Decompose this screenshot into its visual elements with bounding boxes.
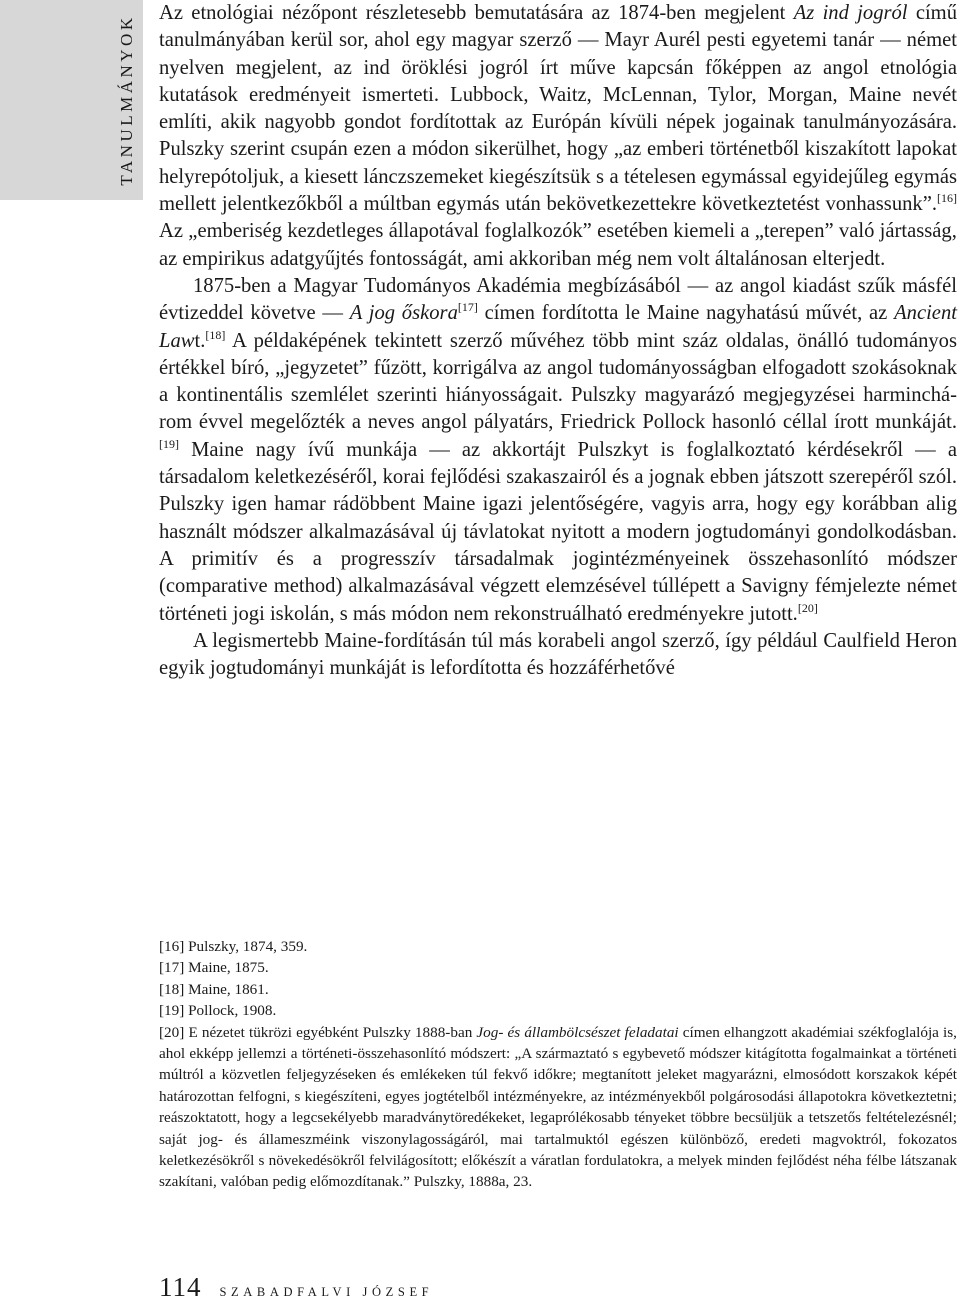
paragraph-2-text: A példaképének tekintett szerző művéhez több mint száz oldalas, önálló tudományos értékkel bíró, „jegyzetet” fűzött, korrigálva az angol tudományosságban elfogadott szokásoknak a kontinentális szemlélet szerinti hiányosságait. Pulszky magyarázó megjegyzései harminchárom évvel megelőzték a neves angol pályatárs, Friedrick Pollock hasonló céllal írott munkáját.	[159, 329, 957, 434]
paragraph-1	[159, 0, 957, 273]
paragraph-3	[159, 628, 957, 683]
work-title-jog-allambolcseszet: Jog- és állambölcsészet feladatai	[476, 1023, 679, 1041]
body-text	[159, 0, 957, 682]
running-author: SZABADFALVI JÓZSEF	[219, 1285, 434, 1299]
footnote-ref-19[interactable]: [19]	[159, 436, 179, 451]
paragraph-2	[159, 273, 957, 628]
footnote-18: [18] Maine, 1861.	[159, 980, 269, 998]
work-title-jog-oskora: A jog őskora	[349, 302, 458, 325]
paragraph-3-text: A legismertebb Maine-fordításán túl más korabeli angol szerző, így például Caulfield Heron egyik jogtudományi munkáját is lefordította és hozzáférhetővé	[159, 629, 957, 680]
footnote-20-text: címen elhangzott akadémiai székfoglalója is, ahol ekképp jellemzi a történeti-összehasonlító módszert: „A származtató s egybevető módszer kitágította fogalmainkat a történeti múltról a közvetlen feljegyzéseken és emlékeken túl fekvő időkre; megtanított jeleket magyarázni, elmosódott korszakok képét határozottan felfogni, s kiegészíteni, egyes jogtételből intézményekre, az intézményekből polgárosodási állapotokra következtetni; reászoktatott, hogy a legcsekélyebb maradványtöredékeket, legaprólékosabb tényeket többre becsüljük a tetszetős feltételezésnél; saját jog- és állameszméink viszonylagosságáról, mai tartalmuktól egészen különböző, eredeti magvoktról, fokozatos keletkezésökről s növekedésökről felvilágosított; előkészít a váratlan fordulatokra, a melyek minden fejlődést néha félbe látszanak szakítani, valóban pedig előmozdítanak.” Pulszky, 1888a, 23.	[159, 1023, 957, 1191]
footnote-20-text: [20] E nézetet tükrözi egyébként Pulszky 1888-ban	[159, 1023, 477, 1041]
paragraph-2-text: 1875-ben a Magyar Tudományos Akadémia megbízásából — az angol kiadást szűk másfél évtizeddel követve —	[159, 274, 957, 325]
paragraph-1-text: Az etnológiai nézőpont részletesebb bemutatására az 1874-ben megjelent	[159, 2, 794, 24]
footnote-ref-18[interactable]: [18]	[205, 327, 226, 342]
paragraph-2-text: Maine nagy ívű munkája — az akkortájt Pulszkyt is foglalkoztató kérdésekről — a társadalom keletkezéséről, korai fejlődési szakaszairól és a jognak ebben játszott szerepéről szól. Pulszky igen hamar rádöbbent Maine igazi jelentőségére, vagyis arra, hogy egy korábban alig használt módszer alkalmazásával új távlatokat nyitott a modern jogtudományi gondolkodásban. A primitív és a progresszív társadalmak jogintézményeinek összehasonlító módszer (comparative method) alkalmazásával végzett elemzésével túllépett a Savigny fémjelezte német történeti jogi iskolán, s más módon nem rekonstruálható eredményekre jutott.	[159, 438, 957, 625]
paragraph-1-text: Az „emberiség kezdetleges állapotával foglalkozók” esetében kiemeli a „terepen” való jártasság, az empirikus adatgyűjtés fontosságát, ami akkoriban még nem volt általánosan elterjedt.	[159, 220, 957, 270]
footnotes	[159, 936, 957, 1193]
footnote-19: [19] Pollock, 1908.	[159, 1002, 277, 1020]
footnote-ref-16[interactable]: [16]	[937, 191, 957, 206]
footnote-ref-17[interactable]: [17]	[457, 300, 478, 315]
paragraph-2-text: t.	[194, 329, 206, 352]
work-title-ancient-law: Ancient Law	[159, 302, 957, 352]
page-number: 114	[159, 1272, 202, 1302]
footnote-16: [16] Pulszky, 1874, 359.	[159, 938, 308, 955]
footnote-ref-20[interactable]: [20]	[797, 600, 818, 615]
paragraph-2-text: címen fordította le Maine nagyhatású művét, az	[477, 302, 895, 325]
paragraph-1-text: című tanulmányában kerül sor, ahol egy magyar szerző — Mayr Aurél pesti egyetemi tanár — német nyelven megjelent, az ind öröklési jogról írt műve kapcsán főképpen az angol etnológia kutatások eredményeit ismerteti. Lubbock, Waitz, McLennan, Tylor, Morgan, Maine nevét említi, akik nagyobb gondot fordítottak az Európán kívüli népek jogainak tanulmányozására. Pulszky szerint csupán ezen a módon sikerülhet, hogy „az emberi történetből kiszakított lapokat helyrepótoljuk, a kiesett lánczszemeket kiegészítsük s a tételesen egymással egyidejűleg egymás mellett jelentkezőkből a múltban egymás után bekövetkezettekre következtetést vonhassunk”.	[159, 2, 957, 216]
section-tab	[0, 0, 143, 200]
footnote-20	[159, 1022, 957, 1193]
work-title-ind-jog: Az ind jogról	[793, 2, 908, 24]
footnote-17: [17] Maine, 1875.	[159, 959, 269, 977]
section-label: TANULMÁNYOK	[117, 14, 136, 186]
page-footer	[159, 1272, 433, 1302]
